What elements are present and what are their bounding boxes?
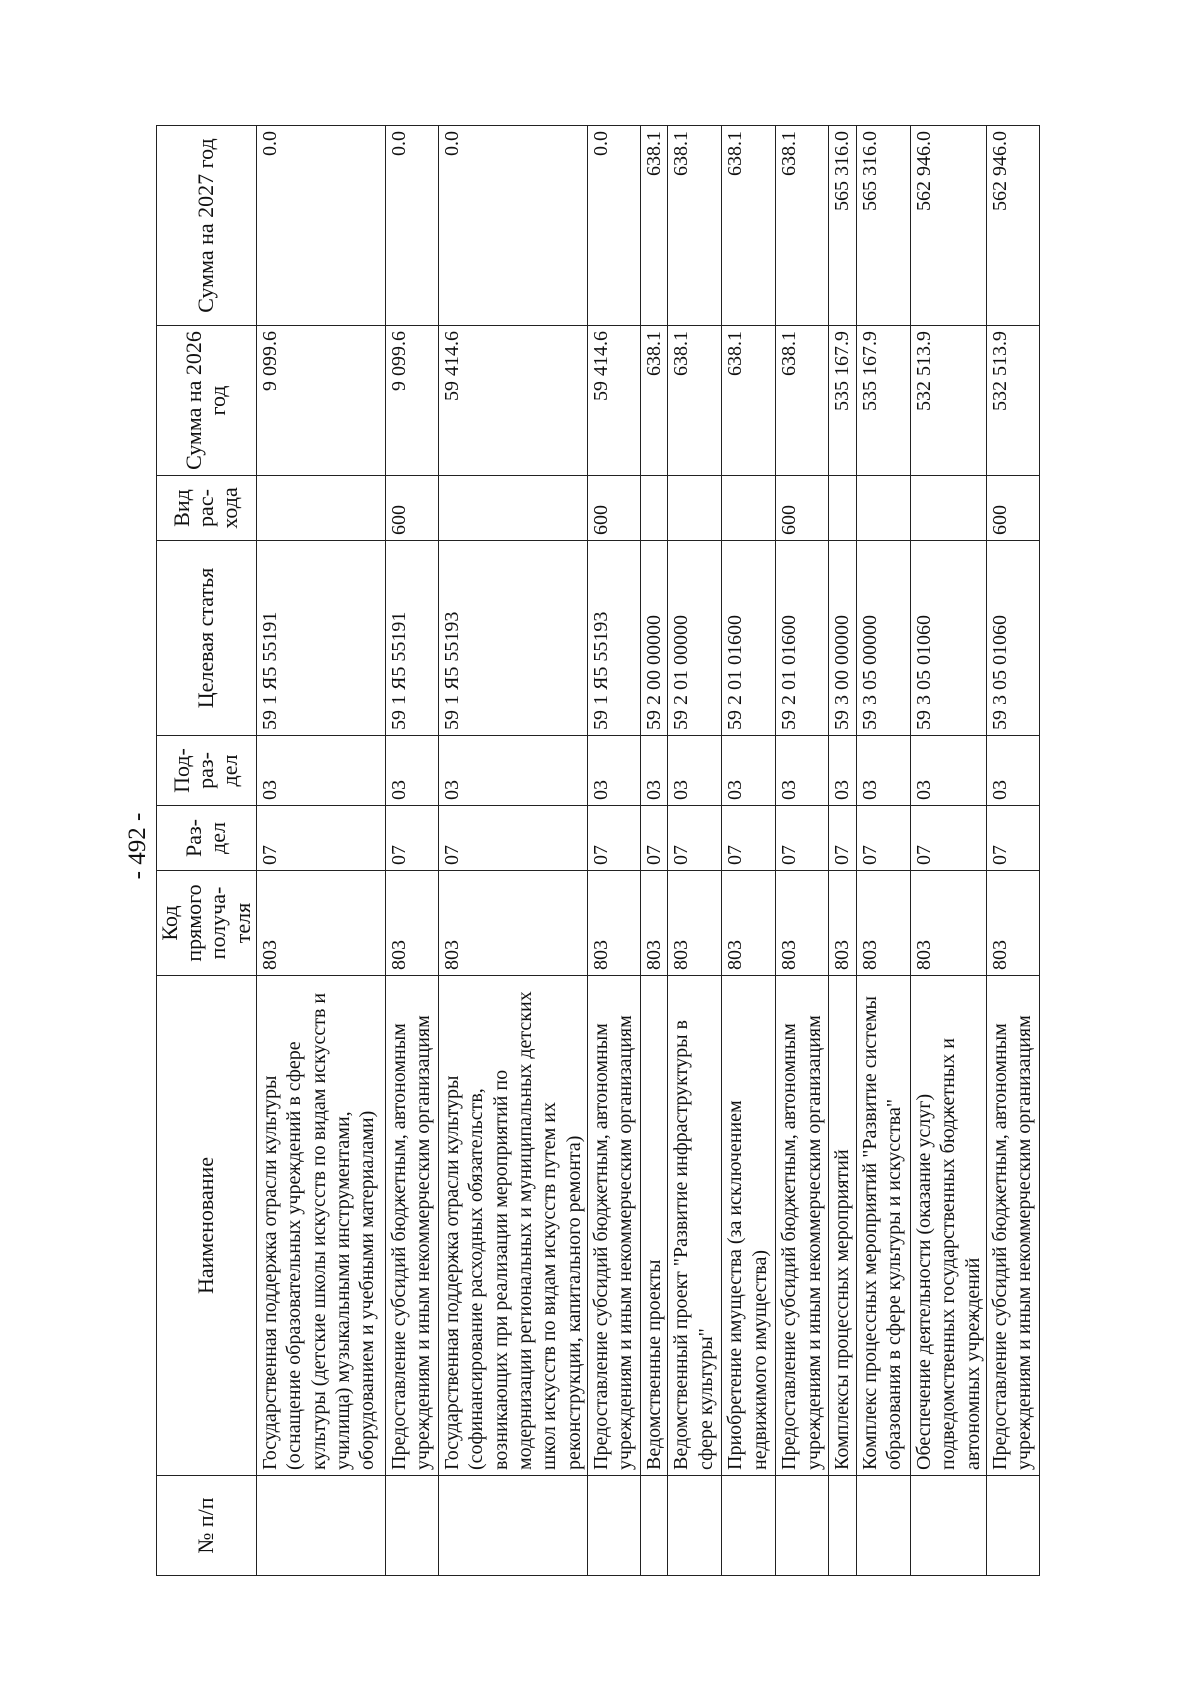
page-number: - 492 - <box>124 812 151 880</box>
row-recipient-code: 803 <box>385 871 438 976</box>
table-row <box>668 126 722 1576</box>
row-target-article: 59 1 Я5 55193 <box>588 541 641 736</box>
row-name: Предоставление субсидий бюджетным, автономным учреждениям и иным некоммерческим организациям <box>385 976 438 1476</box>
row-sum-2026: 532 513.9 <box>910 326 986 476</box>
row-sum-2027: 638.1 <box>641 126 668 326</box>
table-body <box>256 126 1039 1576</box>
table-row <box>856 126 910 1576</box>
row-sum-2026: 638.1 <box>722 326 776 476</box>
row-expense-type: 600 <box>588 476 641 541</box>
row-name: Предоставление субсидий бюджетным, автономным учреждениям и иным некоммерческим организациям <box>776 976 829 1476</box>
row-sum-2027: 565 316.0 <box>829 126 856 326</box>
rotated-page <box>120 106 1080 1586</box>
row-sum-2027: 562 946.0 <box>987 126 1040 326</box>
row-recipient-code: 803 <box>829 871 856 976</box>
col-header-num: № п/п <box>157 1476 257 1576</box>
row-subsection: 03 <box>256 736 385 806</box>
row-section: 07 <box>668 806 722 871</box>
row-subsection: 03 <box>829 736 856 806</box>
row-number <box>588 1476 641 1576</box>
row-subsection: 03 <box>588 736 641 806</box>
row-target-article: 59 3 05 00000 <box>856 541 910 736</box>
row-sum-2026: 638.1 <box>668 326 722 476</box>
row-number <box>987 1476 1040 1576</box>
row-subsection: 03 <box>438 736 587 806</box>
row-subsection: 03 <box>722 736 776 806</box>
row-recipient-code: 803 <box>641 871 668 976</box>
col-header-name: Наименование <box>157 976 257 1476</box>
row-sum-2026: 532 513.9 <box>987 326 1040 476</box>
row-section: 07 <box>910 806 986 871</box>
row-section: 07 <box>856 806 910 871</box>
col-header-sum-2026: Сумма на 2026 год <box>157 326 257 476</box>
row-section: 07 <box>385 806 438 871</box>
col-header-subsection: Под-раз-дел <box>157 736 257 806</box>
table-row <box>829 126 856 1576</box>
row-section: 07 <box>776 806 829 871</box>
row-section: 07 <box>722 806 776 871</box>
table-row <box>722 126 776 1576</box>
row-sum-2027: 562 946.0 <box>910 126 986 326</box>
row-recipient-code: 803 <box>256 871 385 976</box>
row-target-article: 59 3 05 01060 <box>987 541 1040 736</box>
row-expense-type <box>722 476 776 541</box>
row-number <box>776 1476 829 1576</box>
row-target-article: 59 2 01 01600 <box>722 541 776 736</box>
row-target-article: 59 2 01 01600 <box>776 541 829 736</box>
row-name: Ведомственные проекты <box>641 976 668 1476</box>
col-header-recipient: Код прямого получа-теля <box>157 871 257 976</box>
col-header-expense: Вид рас-хода <box>157 476 257 541</box>
row-number <box>829 1476 856 1576</box>
row-sum-2026: 638.1 <box>641 326 668 476</box>
row-section: 07 <box>987 806 1040 871</box>
row-sum-2027: 0.0 <box>385 126 438 326</box>
row-section: 07 <box>641 806 668 871</box>
row-expense-type <box>641 476 668 541</box>
row-subsection: 03 <box>856 736 910 806</box>
row-expense-type <box>829 476 856 541</box>
row-name: Приобретение имущества (за исключением недвижимого имущества) <box>722 976 776 1476</box>
table-row <box>641 126 668 1576</box>
table-row <box>987 126 1040 1576</box>
row-section: 07 <box>438 806 587 871</box>
row-sum-2027: 565 316.0 <box>856 126 910 326</box>
row-target-article: 59 2 00 00000 <box>641 541 668 736</box>
col-header-sum-2027: Сумма на 2027 год <box>157 126 257 326</box>
row-expense-type <box>256 476 385 541</box>
table-row <box>910 126 986 1576</box>
row-sum-2026: 59 414.6 <box>588 326 641 476</box>
row-recipient-code: 803 <box>987 871 1040 976</box>
row-number <box>856 1476 910 1576</box>
row-sum-2027: 638.1 <box>776 126 829 326</box>
row-subsection: 03 <box>776 736 829 806</box>
row-expense-type <box>668 476 722 541</box>
row-number <box>256 1476 385 1576</box>
table-row <box>385 126 438 1576</box>
row-subsection: 03 <box>910 736 986 806</box>
row-expense-type <box>856 476 910 541</box>
row-subsection: 03 <box>987 736 1040 806</box>
row-sum-2027: 0.0 <box>438 126 587 326</box>
row-sum-2026: 638.1 <box>776 326 829 476</box>
row-subsection: 03 <box>385 736 438 806</box>
header-row <box>157 126 257 1576</box>
row-sum-2026: 9 099.6 <box>256 326 385 476</box>
row-name: Предоставление субсидий бюджетным, автономным учреждениям и иным некоммерческим организациям <box>588 976 641 1476</box>
row-number <box>910 1476 986 1576</box>
row-name: Обеспечение деятельности (оказание услуг) подведомственных государственных бюджетных и автономных учреждений <box>910 976 986 1476</box>
row-name: Государственная поддержка отрасли культуры (оснащение образовательных учреждений в сфере культуры (детские школы искусств по видам искусств и училища) музыкальными инструментами, оборудованием и учебными материалами) <box>256 976 385 1476</box>
row-target-article: 59 1 Я5 55191 <box>385 541 438 736</box>
row-sum-2027: 638.1 <box>668 126 722 326</box>
row-name: Ведомственный проект "Развитие инфраструктуры в сфере культуры" <box>668 976 722 1476</box>
row-section: 07 <box>829 806 856 871</box>
row-recipient-code: 803 <box>856 871 910 976</box>
table-row <box>588 126 641 1576</box>
row-sum-2027: 0.0 <box>588 126 641 326</box>
row-sum-2026: 59 414.6 <box>438 326 587 476</box>
row-target-article: 59 3 00 00000 <box>829 541 856 736</box>
row-name: Комплекс процессных мероприятий "Развитие системы образования в сфере культуры и искусства" <box>856 976 910 1476</box>
row-subsection: 03 <box>668 736 722 806</box>
row-expense-type: 600 <box>987 476 1040 541</box>
row-number <box>641 1476 668 1576</box>
row-target-article: 59 1 Я5 55191 <box>256 541 385 736</box>
row-recipient-code: 803 <box>776 871 829 976</box>
table-row <box>438 126 587 1576</box>
row-target-article: 59 2 01 00000 <box>668 541 722 736</box>
row-target-article: 59 3 05 01060 <box>910 541 986 736</box>
table-row <box>256 126 385 1576</box>
row-name: Предоставление субсидий бюджетным, автономным учреждениям и иным некоммерческим организациям <box>987 976 1040 1476</box>
row-name: Государственная поддержка отрасли культуры (софинансирование расходных обязательств, возникающих при реализации мероприятий по модернизации региональных и муниципальных детских школ искусств по видам искусств путем их реконструкции, капитального ремонта) <box>438 976 587 1476</box>
row-number <box>668 1476 722 1576</box>
row-sum-2026: 9 099.6 <box>385 326 438 476</box>
row-number <box>385 1476 438 1576</box>
row-name: Комплексы процессных мероприятий <box>829 976 856 1476</box>
row-expense-type <box>438 476 587 541</box>
row-expense-type: 600 <box>385 476 438 541</box>
row-recipient-code: 803 <box>588 871 641 976</box>
row-expense-type: 600 <box>776 476 829 541</box>
row-sum-2026: 535 167.9 <box>856 326 910 476</box>
row-number <box>438 1476 587 1576</box>
row-expense-type <box>910 476 986 541</box>
row-recipient-code: 803 <box>910 871 986 976</box>
col-header-section: Раз-дел <box>157 806 257 871</box>
row-sum-2026: 535 167.9 <box>829 326 856 476</box>
row-number <box>722 1476 776 1576</box>
row-sum-2027: 638.1 <box>722 126 776 326</box>
row-subsection: 03 <box>641 736 668 806</box>
row-sum-2027: 0.0 <box>256 126 385 326</box>
row-recipient-code: 803 <box>722 871 776 976</box>
row-section: 07 <box>588 806 641 871</box>
budget-table <box>156 125 1040 1576</box>
col-header-target: Целевая статья <box>157 541 257 736</box>
table-row <box>776 126 829 1576</box>
row-section: 07 <box>256 806 385 871</box>
row-recipient-code: 803 <box>668 871 722 976</box>
row-recipient-code: 803 <box>438 871 587 976</box>
row-target-article: 59 1 Я5 55193 <box>438 541 587 736</box>
